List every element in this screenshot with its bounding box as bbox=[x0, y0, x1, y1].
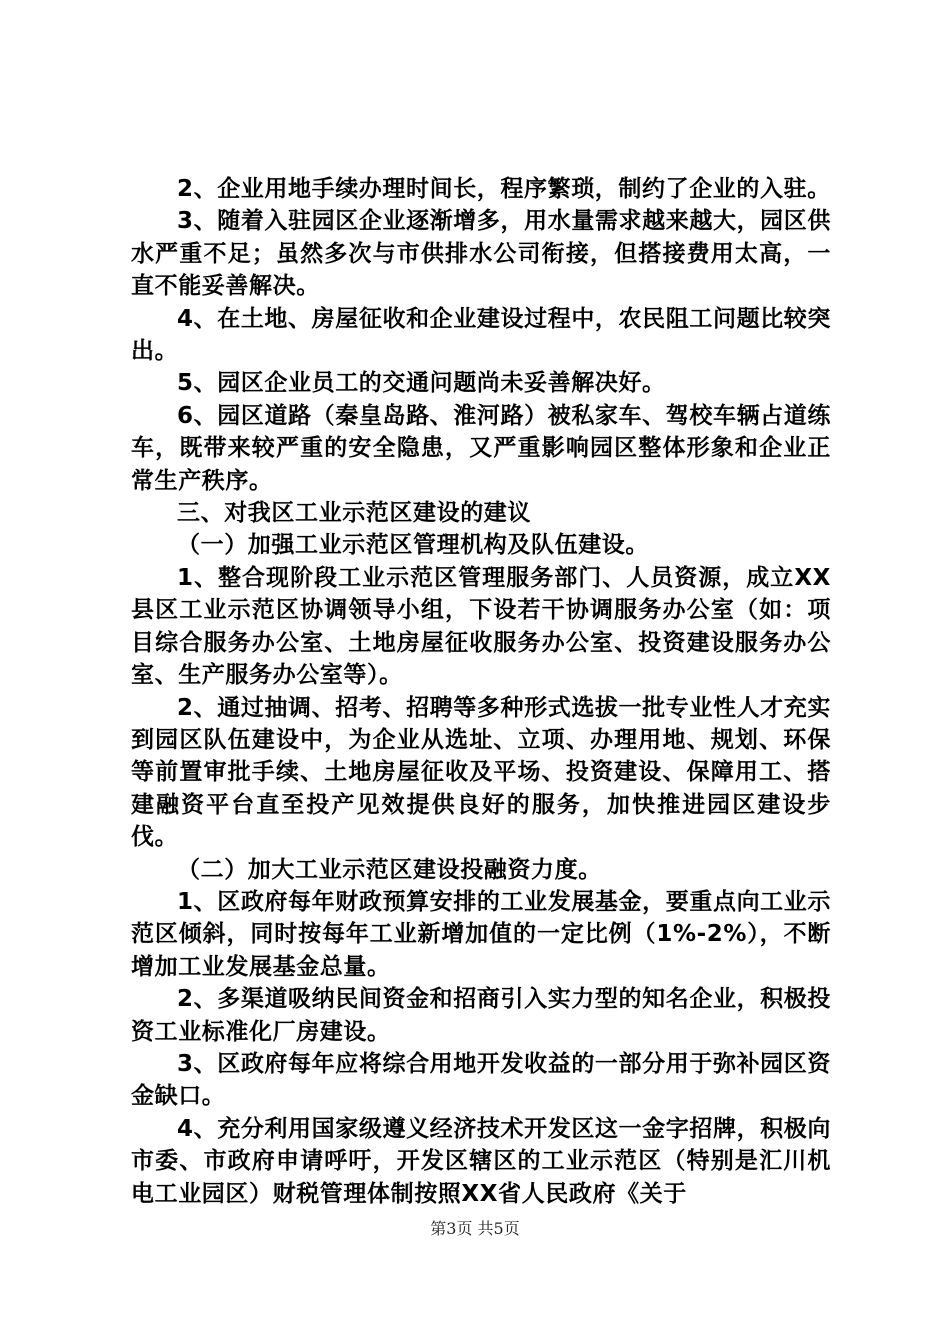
paragraph: 2、多渠道吸纳民间资金和招商引入实力型的知名企业，积极投资工业标准化厂房建设。 bbox=[131, 986, 831, 1045]
section-heading: 三、对我区工业示范区建设的建议 bbox=[177, 500, 531, 527]
paragraph: 4、在土地、房屋征收和企业建设过程中，农民阻工问题比较突出。 bbox=[131, 305, 831, 365]
paragraph: 1、区政府每年财政预算安排的工业发展基金，要重点向工业示范区倾斜，同时按每年工业新增加值的一定比例（1%-2%），不断增加工业发展基金总量。 bbox=[131, 888, 831, 980]
paragraph: 2、企业用地手续办理时间长，程序繁琐，制约了企业的入驻。 bbox=[177, 176, 831, 202]
page-footer: 第3页 共5页 bbox=[430, 1219, 520, 1238]
paragraph: 4、充分利用国家级遵义经济技术开发区这一金字招牌，积极向市委、市政府申请呼吁，开发区辖区的工业示范区（特别是汇川机电工业园区）财税管理体制按照XX省人民政府《关于 bbox=[131, 1115, 831, 1207]
paragraph: 2、通过抽调、招考、招聘等多种形式选拔一批专业性人才充实到园区队伍建设中，为企业从选址、立项、办理用地、规划、环保等前置审批手续、土地房屋征收及平场、投资建设、保障用工、搭建融资平台直至投产见效提供良好的服务，加快推进园区建设步伐。 bbox=[131, 694, 831, 851]
paragraph: 5、园区企业员工的交通问题尚未妥善解决好。 bbox=[177, 370, 666, 397]
paragraph: 6、园区道路（秦皇岛路、淮河路）被私家车、驾校车辆占道练车，既带来较严重的安全隐患，又严重影响园区整体形象和企业正常生产秩序。 bbox=[131, 402, 831, 494]
paragraph: 3、区政府每年应将综合用地开发收益的一部分用于弥补园区资金缺口。 bbox=[131, 1050, 831, 1110]
paragraph: 3、随着入驻园区企业逐渐增多，用水量需求越来越大，园区供水严重不足；虽然多次与市供排水公司衔接，但搭接费用太高，一直不能妥善解决。 bbox=[131, 208, 831, 300]
document-body bbox=[131, 173, 831, 1210]
subsection-heading: （二）加大工业示范区建设投融资力度。 bbox=[177, 856, 602, 883]
subsection-heading: （一）加强工业示范区管理机构及队伍建设。 bbox=[177, 532, 649, 559]
paragraph: 1、整合现阶段工业示范区管理服务部门、人员资源，成立XX县区工业示范区协调领导小组，下设若干协调服务办公室（如：项目综合服务办公室、土地房屋征收服务办公室、投资建设服务办公室、生产服务办公室等）。 bbox=[131, 564, 831, 689]
